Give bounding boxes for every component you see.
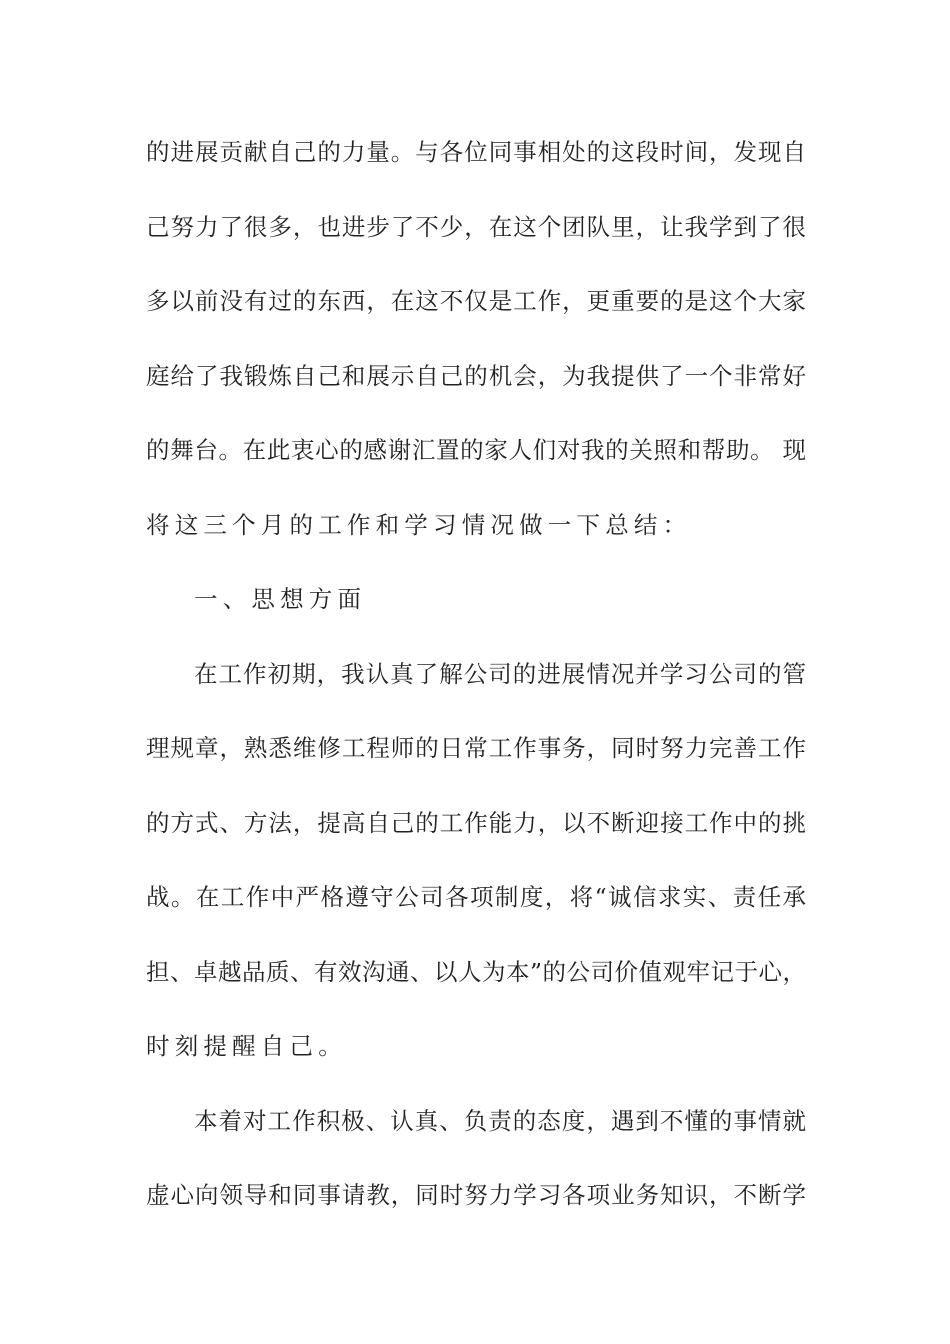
text-line: 担、卓越品质、有效沟通、以人为本”的公司价值观牢记于心， xyxy=(146,957,806,986)
text-line: 虚心向领导和同事请教，同时努力学习各项业务知识，不断学 xyxy=(146,1181,806,1209)
text-line: 的进展贡献自己的力量。与各位同事相处的这段时间，发现自 xyxy=(146,138,806,166)
text-line: 多以前没有过的东西，在这不仅是工作，更重要的是这个大家 xyxy=(146,287,806,315)
text-line: 庭给了我锻炼自己和展示自己的机会，为我提供了一个非常好 xyxy=(146,361,806,390)
text-line: 本着对工作积极、认真、负责的态度，遇到不懂的事情就 xyxy=(194,1106,806,1135)
text-line: 的方式、方法，提高自己的工作能力，以不断迎接工作中的挑 xyxy=(146,808,806,837)
text-line: 理规章，熟悉维修工程师的日常工作事务，同时努力完善工作 xyxy=(146,734,806,762)
text-line: 己努力了很多，也进步了不少，在这个团队里，让我学到了很 xyxy=(146,212,806,241)
text-line: 将这三个月的工作和学习情况做一下总结： xyxy=(146,510,692,539)
section-heading: 一、思想方面 xyxy=(194,585,367,613)
text-line: 时刻提醒自己。 xyxy=(146,1032,347,1060)
text-line: 的舞台。在此衷心的感谢汇置的家人们对我的关照和帮助。 现 xyxy=(146,436,806,464)
text-line: 在工作初期，我认真了解公司的进展情况并学习公司的管 xyxy=(194,659,806,688)
text-line: 战。在工作中严格遵守公司各项制度，将“诚信求实、责任承 xyxy=(146,883,806,911)
body-text xyxy=(146,129,806,1247)
